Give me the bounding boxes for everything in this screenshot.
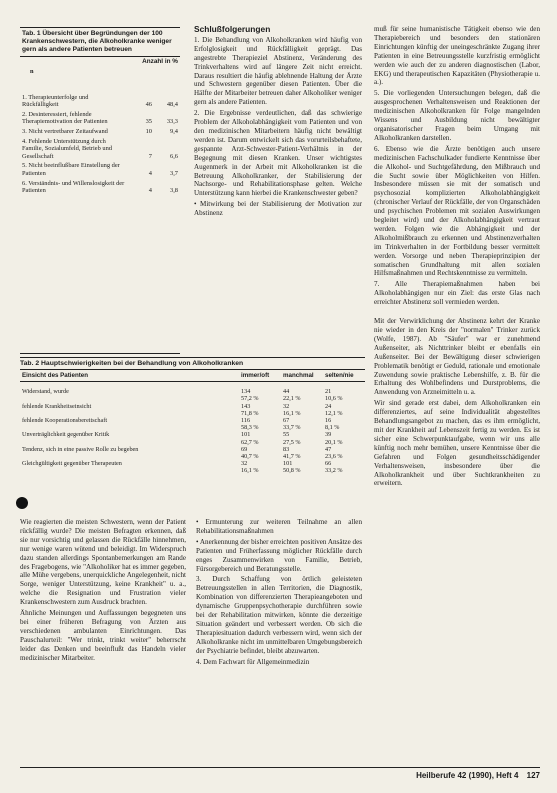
- paragraph: 1. Die Behandlung von Alkoholkranken wird häufig von Erfolglosigkeit und Rückfälligkeit geprägt. Das angestrebte Therapieziel Abstinenz, Veränderung des Trinkverhaltens wird auf längere Zeit nicht erreicht. Daraus resultiert die häufig ablehnende Haltung der Ärzte und Schwestern gegenüber diesen Patienten. Über die Hälfte der Mitarbeiter betreuen daher Alkoholiker weniger gern als andere Patienten.: [194, 35, 362, 107]
- footer-rule: [20, 767, 540, 768]
- left-column-bottom: [20, 518, 186, 766]
- table-1-caption: Tab. 1 Übersicht über Begründungen der 100 Krankenschwestern, die Alkoholkranke weniger gern als andere Patienten betreuen: [20, 28, 180, 57]
- table-row: 62,7 % 27,5 % 20,1 %: [241, 438, 343, 446]
- bullet-item: • Ermunterung zur weiteren Teilnahme an allen Rehabilitationsmaßnahmen: [196, 518, 362, 535]
- table-row: 1. Therapieunterfolge und Rückfälligkeit 46 48,4: [22, 93, 178, 109]
- table-1-grid: [20, 57, 180, 195]
- table-2-col-often: immer/oft: [239, 370, 281, 382]
- bullet-item: • Anerkennung der bisher erreichten positiven Ansätze des Patienten und Früherfassung möglicher Rückfälle durch enges Zusammenwirken von Familie, Betrieb, Fürsorgebereich und Beratungsstelle.: [196, 537, 362, 573]
- table-row: 5. Nicht beeinflußbare Einstellung der Patienten 4 3,7: [22, 162, 178, 177]
- middle-column-bottom: [196, 518, 362, 766]
- journal-issue: Heft 4: [496, 771, 519, 780]
- bullet-item: • Mitwirkung bei der Stabilisierung der Motivation zur Abstinenz: [194, 200, 362, 218]
- table-1: [20, 27, 180, 354]
- table-row: Gleichgültigkeit gegenüber Therapeuten 32 101 66: [22, 460, 332, 468]
- table-row: Unverträglichkeit gegenüber Kritik 101 55 39: [22, 431, 332, 439]
- table-2-col-sometimes: manchmal: [281, 370, 323, 382]
- table-row: 2. Desinteressiert, fehlende Therapiemotivation der Patienten 35 33,3: [22, 110, 178, 126]
- section-marker-dot: [16, 497, 28, 509]
- table-2-grid: [20, 370, 365, 475]
- paragraph: 3. Durch Schaffung von örtlich geleisteten Betreuungsstellen in allen Territorien, die Diagnostik, Kombination von differenzierten Therapieangeboten und dynamische Gruppenpsychotherapie durchführen sowie bei der Rehabilitation mitwirken, könnte die derzeitige Situation geändert und verbessert werden. Ob sich die Therapiesituation dadurch verbessern wird, wenn sich der Alkoholkranke nicht im unmittelbaren Umgebungsbereich der Psychiatrie befindet, bleibt abzuwarten.: [196, 575, 362, 655]
- paragraph: Mit der Verwirklichung der Abstinenz kehrt der Kranke nie wieder in den Kreis der "normalen" Trinker zurück (Wolfe, 1987). Ab "Säufer" war er zunehmend Außenseiter, als Nichttrinker bleibt er ebenfalls ein Außenseiter. Bei der Bewältigung dieser schwierigen Problematik benötigt er Geduld, rationale und emotionale Zuwendung sowie praktische Lebenshilfe, z. B. für die Erhaltung des Wohlbefindens und Durstproblems, die Anwendung von Arzneimitteln u. a.: [374, 317, 540, 397]
- table-row: 6. Verständnis- und Willenslosigkeit der Patienten 4 3,8: [22, 179, 178, 195]
- table-row: 3. Nicht vertretbarer Zeitaufwand 10 9,4: [22, 127, 178, 135]
- paragraph: 2. Die Ergebnisse verdeutlichen, daß das schwierige Problem der Alkoholabhängigkeit vom Patienten und von den medizinischen Mitarbeitern häufig nicht bewältigt werden ist. Darum entwickelt sich das vorurteilsbehaftete, gespannte Arzt-Schwester-Patient-Verhältnis in der Begegnung mit diesen Kranken. Unser wichtigstes Augenmerk in der Arbeit mit Alkoholkranken ist die Betreuung Alkoholkranker, der Stabilisierung der Nachsorge- und Rehabilitationsphase gelten. Welche Unterstützung kann hierbei die Krankenschwester geben?: [194, 109, 362, 198]
- paragraph: 7. Alle Therapiemaßnahmen haben bei Alkoholabhängigen nur ein Ziel: das erste Glas nach erreichter Abstinenz soll vermieden werden.: [374, 280, 540, 307]
- paragraph: Wir sind gerade erst dabei, dem Alkoholkranken ein differenziertes, auf seine Individualität abgestelltes Behandlungsangebot zu machen, das es ihm ermöglicht, mit der Krankheit auf Lebenszeit fertig zu werden. Es ist sicher eine Schwerpunktaufgabe, wenn wir uns alle künftig noch mehr bemühen, unsere Kenntnisse über die Gefahren und Folgen gesundheitsschädigender Verhaltensweisen, insbesondere über die Alkoholkrankheit und über Suchtkrankheiten zu erweitern.: [374, 399, 540, 488]
- table-row: 57,2 % 22,1 % 10,6 %: [241, 395, 343, 403]
- table-row: 58,3 % 33,7 % 8,1 %: [241, 424, 340, 432]
- journal-volume: 42: [457, 771, 467, 780]
- table-2-col-label: Einsicht des Patienten: [20, 370, 239, 382]
- paragraph: Ähnliche Meinungen und Auffassungen begegneten uns bei einer früheren Befragung von Ärzten aus verschiedenen ambulanten Einrichtungen. Das Pauschalurteil: "Wer trinkt, trinkt weiter" beherrscht leider das Denken und beeinflußt das Handeln vieler medizinischer Mitarbeiter.: [20, 609, 186, 662]
- page-number: 127: [526, 771, 540, 780]
- table-2-col-rarely: selten/nie: [323, 370, 365, 382]
- table-row: 40,7 % 41,7 % 23,6 %: [241, 453, 343, 461]
- paragraph: Wie reagierten die meisten Schwestern, wenn der Patient rückfällig wurde? Die meisten Befragten erkennen, daß sie nur vorsichtig und gelassen die Rückfälle hinnehmen, nur wenige waren wütend und beleidigt. Im Widerspruch dazu standen allerdings Spontanbemerkungen am Rande des Fragebogens, wie "Alkoholiker hat es immer gegeben, alle Mühe vergebens, unerquickliche Angelegenheit, nicht Sorge, weniger Unterstützung, keine Krankheit" u. a., welche die Resignation und Frustration vieler Krankenschwestern zum Ausdruck brachten.: [20, 518, 186, 607]
- table-2: [20, 357, 365, 498]
- conclusions-column: [194, 25, 362, 355]
- table-2-caption: Tab. 2 Hauptschwierigkeiten bei der Behandlung von Alkoholkranken: [20, 358, 365, 370]
- table-1-header-n: n: [30, 67, 34, 75]
- table-row: 16,1 % 50,8 % 33,2 %: [241, 467, 343, 475]
- section-heading: Schlußfolgerungen: [194, 25, 271, 34]
- table-row: fehlende Kooperationsbereitschaft 116 67 16: [22, 417, 332, 425]
- table-1-header: Anzahl in %: [142, 58, 178, 66]
- journal-name: Heilberufe: [416, 771, 456, 780]
- journal-year: (1990): [468, 771, 492, 780]
- paragraph: 4. Dem Fachwart für Allgemeinmedizin: [196, 657, 310, 666]
- table-row: fehlende Krankheitseinsicht 143 32 24: [22, 402, 332, 410]
- table-row: Tendenz, sich in eine passive Rolle zu begeben 69 83 47: [22, 445, 332, 453]
- paragraph: 5. Die vorliegenden Untersuchungen belegen, daß die ausgesprochenen Verhaltensweisen und Reaktionen der medizinischen Alkoholkranken für Folge mangelnden Wissens und Ausbildung nicht bewältigter organisatorischer Fragen beim Umgang mit Alkoholkranken darstellen.: [374, 89, 540, 142]
- right-column: [374, 25, 540, 765]
- table-row: 4. Fehlende Unterstützung durch Familie, Sozialumfeld, Betrieb und Gesellschaft 7 6,6: [22, 137, 178, 160]
- paragraph: 6. Ebenso wie die Ärzte benötigen auch unsere medizinischen Fachschulkader fundierte Kenntnisse über die Alkohol- und Suchtgefährdung, den Mißbrauch und die Sucht sowie über Möglichkeiten von Hilfen. Insbesondere müssen sie mit der somatisch und psychosozial komplizierten Alkoholabhängigkeit (chronischer Verlauf der Rückfälle, der von Organschäden und psychischen Problemen mit sozialen Auswirkungen begleitet wird) und der Alkoholabhängigkeit vertraut werden. Folgen wie die Abhängigkeit und der Alkoholmißbrauch zu erkennen und Abstinenzverhalten im Trinkverhalten in der Fortbildung besser vermittelt werden. Vorsorge und neben Therapieprinzipien der somatischen Grundhaltung mit allen sozialen Hilfsmaßnahmen und Rechtskenntnisse zu vermitteln.: [374, 144, 540, 278]
- table-row: 71,8 % 16,1 % 12,1 %: [241, 409, 343, 417]
- table-row: Widerstand, wurde 134 44 21: [22, 388, 332, 396]
- page-footer: Heilberufe 42 (1990), Heft 4 127: [416, 771, 540, 780]
- paragraph: muß für seine humanistische Tätigkeit ebenso wie den Therapiebereich und besonders den stationären Einrichtungen künftig der uneingeschränkte Zugang ihrer Patienten in eine Betreuungsstelle kurzfristig ermöglicht werden wie auch der zu anderen diagnostischen (Labor, EKG) und therapeutischen Kapazitäten (Physiotherapie u. a.).: [374, 25, 540, 87]
